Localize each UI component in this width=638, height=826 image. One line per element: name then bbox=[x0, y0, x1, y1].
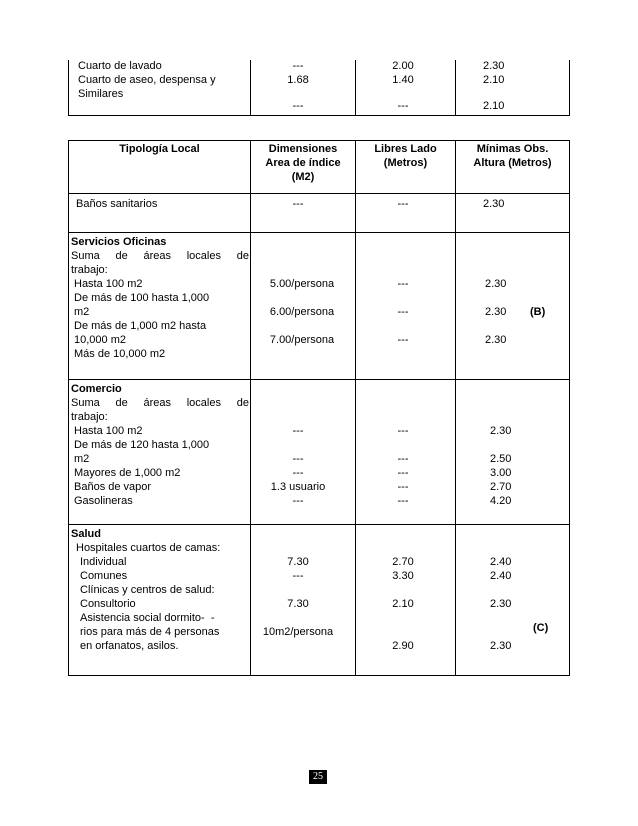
comercio-lado-3: --- bbox=[397, 467, 409, 479]
comercio-line8: Gasolineras bbox=[74, 495, 133, 507]
salud-line4: Clínicas y centros de salud: bbox=[80, 584, 215, 596]
banos-tipo: Baños sanitarios bbox=[76, 198, 158, 210]
top-row3-dim: --- bbox=[292, 100, 304, 112]
oficinas-line7: 10,000 m2 bbox=[74, 334, 126, 346]
header-alt-l2: Altura (Metros) bbox=[473, 157, 552, 169]
salud-lado-1: 2.70 bbox=[392, 556, 414, 568]
comercio-dim-4: 1.3 usuario bbox=[270, 481, 326, 493]
row-divider-2 bbox=[68, 232, 570, 233]
oficinas-w4: locales bbox=[186, 250, 221, 262]
comercio-alt-2: 2.50 bbox=[490, 453, 512, 465]
header-dim-l2: Area de índice bbox=[265, 157, 341, 169]
salud-lado-2: 3.30 bbox=[392, 570, 414, 582]
oficinas-lado-1: --- bbox=[397, 278, 409, 290]
main-bottom-border bbox=[68, 675, 570, 676]
main-top-border bbox=[68, 140, 570, 141]
oficinas-line4: De más de 100 hasta 1,000 bbox=[74, 292, 210, 304]
top-row2-alt: 2.10 bbox=[483, 74, 505, 86]
banos-lado: --- bbox=[397, 198, 409, 210]
top-right-border bbox=[569, 60, 570, 115]
salud-dim-1: 7.30 bbox=[287, 556, 309, 568]
top-row1-dim: --- bbox=[292, 60, 304, 72]
comercio-alt-5: 4.20 bbox=[490, 495, 512, 507]
oficinas-alt-1: 2.30 bbox=[485, 278, 507, 290]
salud-alt-2: 2.40 bbox=[490, 570, 512, 582]
header-dim-l1: Dimensiones bbox=[268, 143, 338, 155]
comercio-w4: locales bbox=[186, 397, 221, 409]
salud-alt-1: 2.40 bbox=[490, 556, 512, 568]
comercio-title: Comercio bbox=[71, 383, 122, 395]
top-row2-lado: 1.40 bbox=[392, 74, 414, 86]
top-bottom-border bbox=[68, 115, 570, 116]
oficinas-alt-3: 2.30 bbox=[485, 334, 507, 346]
oficinas-line1 bbox=[71, 250, 249, 264]
comercio-line5: m2 bbox=[74, 453, 90, 465]
top-row1-tipo: Cuarto de lavado bbox=[78, 60, 162, 72]
salud-dim-3: 7.30 bbox=[287, 598, 309, 610]
salud-note: (C) bbox=[533, 622, 549, 634]
salud-line7: rios para más de 4 personas bbox=[80, 626, 220, 638]
salud-line8: en orfanatos, asilos. bbox=[80, 640, 179, 652]
salud-dim-2: --- bbox=[292, 570, 304, 582]
oficinas-dim-2: 6.00/persona bbox=[269, 306, 335, 318]
oficinas-w2: de bbox=[115, 250, 128, 262]
comercio-line3: Hasta 100 m2 bbox=[74, 425, 143, 437]
salud-line1: Hospitales cuartos de camas: bbox=[76, 542, 221, 554]
comercio-w3: áreas bbox=[143, 397, 171, 409]
comercio-line1 bbox=[71, 397, 249, 411]
top-row1-lado: 2.00 bbox=[392, 60, 414, 72]
top-row2-dim: 1.68 bbox=[287, 74, 309, 86]
salud-lado-4: 2.90 bbox=[392, 640, 414, 652]
oficinas-line6: De más de 1,000 m2 hasta bbox=[74, 320, 207, 332]
comercio-line6: Mayores de 1,000 m2 bbox=[74, 467, 181, 479]
banos-dim: --- bbox=[292, 198, 304, 210]
comercio-line2: trabajo: bbox=[71, 411, 108, 423]
header-tipologia: Tipología Local bbox=[119, 143, 200, 155]
salud-alt-3: 2.30 bbox=[490, 598, 512, 610]
comercio-dim-3: --- bbox=[292, 467, 304, 479]
top-row3-lado: --- bbox=[397, 100, 409, 112]
page-number: 25 bbox=[309, 770, 327, 784]
top-left-border bbox=[68, 60, 69, 115]
main-right-border bbox=[569, 140, 570, 676]
row-divider-1 bbox=[68, 193, 570, 194]
salud-alt-4: 2.30 bbox=[490, 640, 512, 652]
oficinas-line5: m2 bbox=[74, 306, 90, 318]
banos-alt: 2.30 bbox=[483, 198, 505, 210]
oficinas-title: Servicios Oficinas bbox=[71, 236, 167, 248]
oficinas-note: (B) bbox=[530, 306, 546, 318]
oficinas-dim-3: 7.00/persona bbox=[269, 334, 335, 346]
oficinas-lado-2: --- bbox=[397, 306, 409, 318]
comercio-w2: de bbox=[115, 397, 128, 409]
comercio-alt-4: 2.70 bbox=[490, 481, 512, 493]
comercio-line7: Baños de vapor bbox=[74, 481, 152, 493]
comercio-lado-1: --- bbox=[397, 425, 409, 437]
top-row2-tipo: Cuarto de aseo, despensa y bbox=[78, 74, 216, 86]
comercio-w1: Suma bbox=[71, 397, 100, 409]
oficinas-w5: de bbox=[236, 250, 249, 262]
comercio-lado-2: --- bbox=[397, 453, 409, 465]
oficinas-line2: trabajo: bbox=[71, 264, 108, 276]
row-divider-4 bbox=[68, 524, 570, 525]
main-left-border bbox=[68, 140, 69, 676]
top-sep-3 bbox=[455, 60, 456, 115]
salud-line6: Asistencia social dormito- - bbox=[80, 612, 215, 624]
oficinas-w1: Suma bbox=[71, 250, 100, 262]
comercio-alt-3: 3.00 bbox=[490, 467, 512, 479]
row-divider-3 bbox=[68, 379, 570, 380]
salud-lado-3: 2.10 bbox=[392, 598, 414, 610]
comercio-line4: De más de 120 hasta 1,000 bbox=[74, 439, 210, 451]
main-sep-3 bbox=[455, 140, 456, 676]
salud-dim-4: 10m2/persona bbox=[262, 626, 334, 638]
top-row3-alt: 2.10 bbox=[483, 100, 505, 112]
salud-line3: Comunes bbox=[80, 570, 128, 582]
oficinas-dim-1: 5.00/persona bbox=[269, 278, 335, 290]
header-lado-l2: (Metros) bbox=[383, 157, 428, 169]
oficinas-line3: Hasta 100 m2 bbox=[74, 278, 143, 290]
comercio-w5: de bbox=[236, 397, 249, 409]
header-lado-l1: Libres Lado bbox=[374, 143, 437, 155]
comercio-lado-5: --- bbox=[397, 495, 409, 507]
salud-line2: Individual bbox=[80, 556, 127, 568]
header-dim-l3: (M2) bbox=[291, 171, 315, 183]
comercio-dim-5: --- bbox=[292, 495, 304, 507]
salud-title: Salud bbox=[71, 528, 101, 540]
oficinas-w3: áreas bbox=[143, 250, 171, 262]
comercio-dim-1: --- bbox=[292, 425, 304, 437]
top-row1-alt: 2.30 bbox=[483, 60, 505, 72]
top-row3-tipo: Similares bbox=[78, 88, 124, 100]
oficinas-alt-2: 2.30 bbox=[485, 306, 507, 318]
main-sep-2 bbox=[355, 140, 356, 676]
main-sep-1 bbox=[250, 140, 251, 676]
comercio-alt-1: 2.30 bbox=[490, 425, 512, 437]
oficinas-lado-3: --- bbox=[397, 334, 409, 346]
salud-line5: Consultorio bbox=[80, 598, 136, 610]
header-alt-l1: Mínimas Obs. bbox=[476, 143, 549, 155]
comercio-lado-4: --- bbox=[397, 481, 409, 493]
comercio-dim-2: --- bbox=[292, 453, 304, 465]
oficinas-line8: Más de 10,000 m2 bbox=[74, 348, 166, 360]
